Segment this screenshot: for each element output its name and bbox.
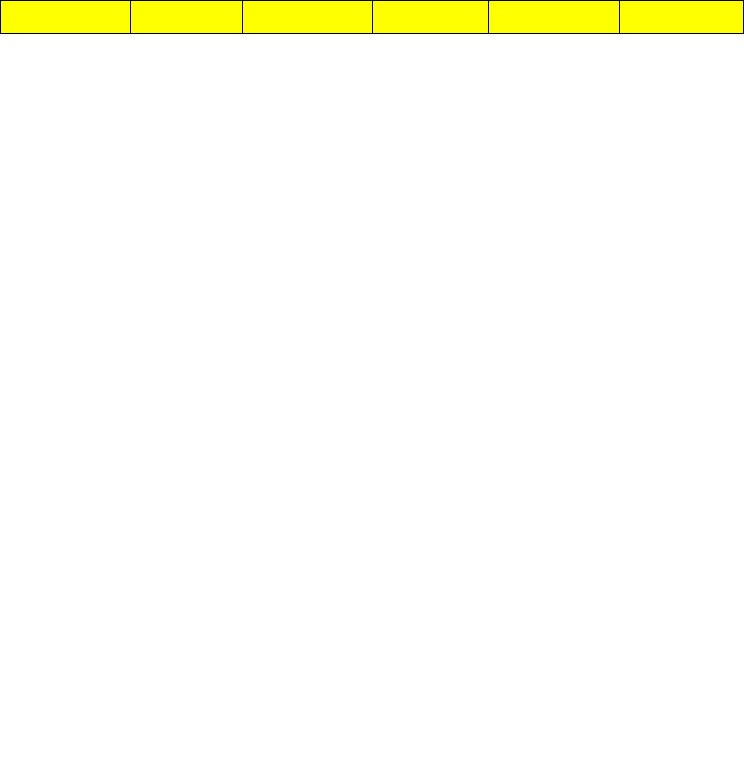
header-row — [1, 1, 744, 34]
size-header — [489, 1, 620, 34]
wall-thickness-header — [131, 1, 243, 34]
size-header — [1, 1, 131, 34]
spec-table — [0, 0, 744, 34]
table-header — [1, 1, 744, 34]
wall-thickness-header — [373, 1, 489, 34]
wall-thickness-header — [620, 1, 744, 34]
size-header — [243, 1, 373, 34]
